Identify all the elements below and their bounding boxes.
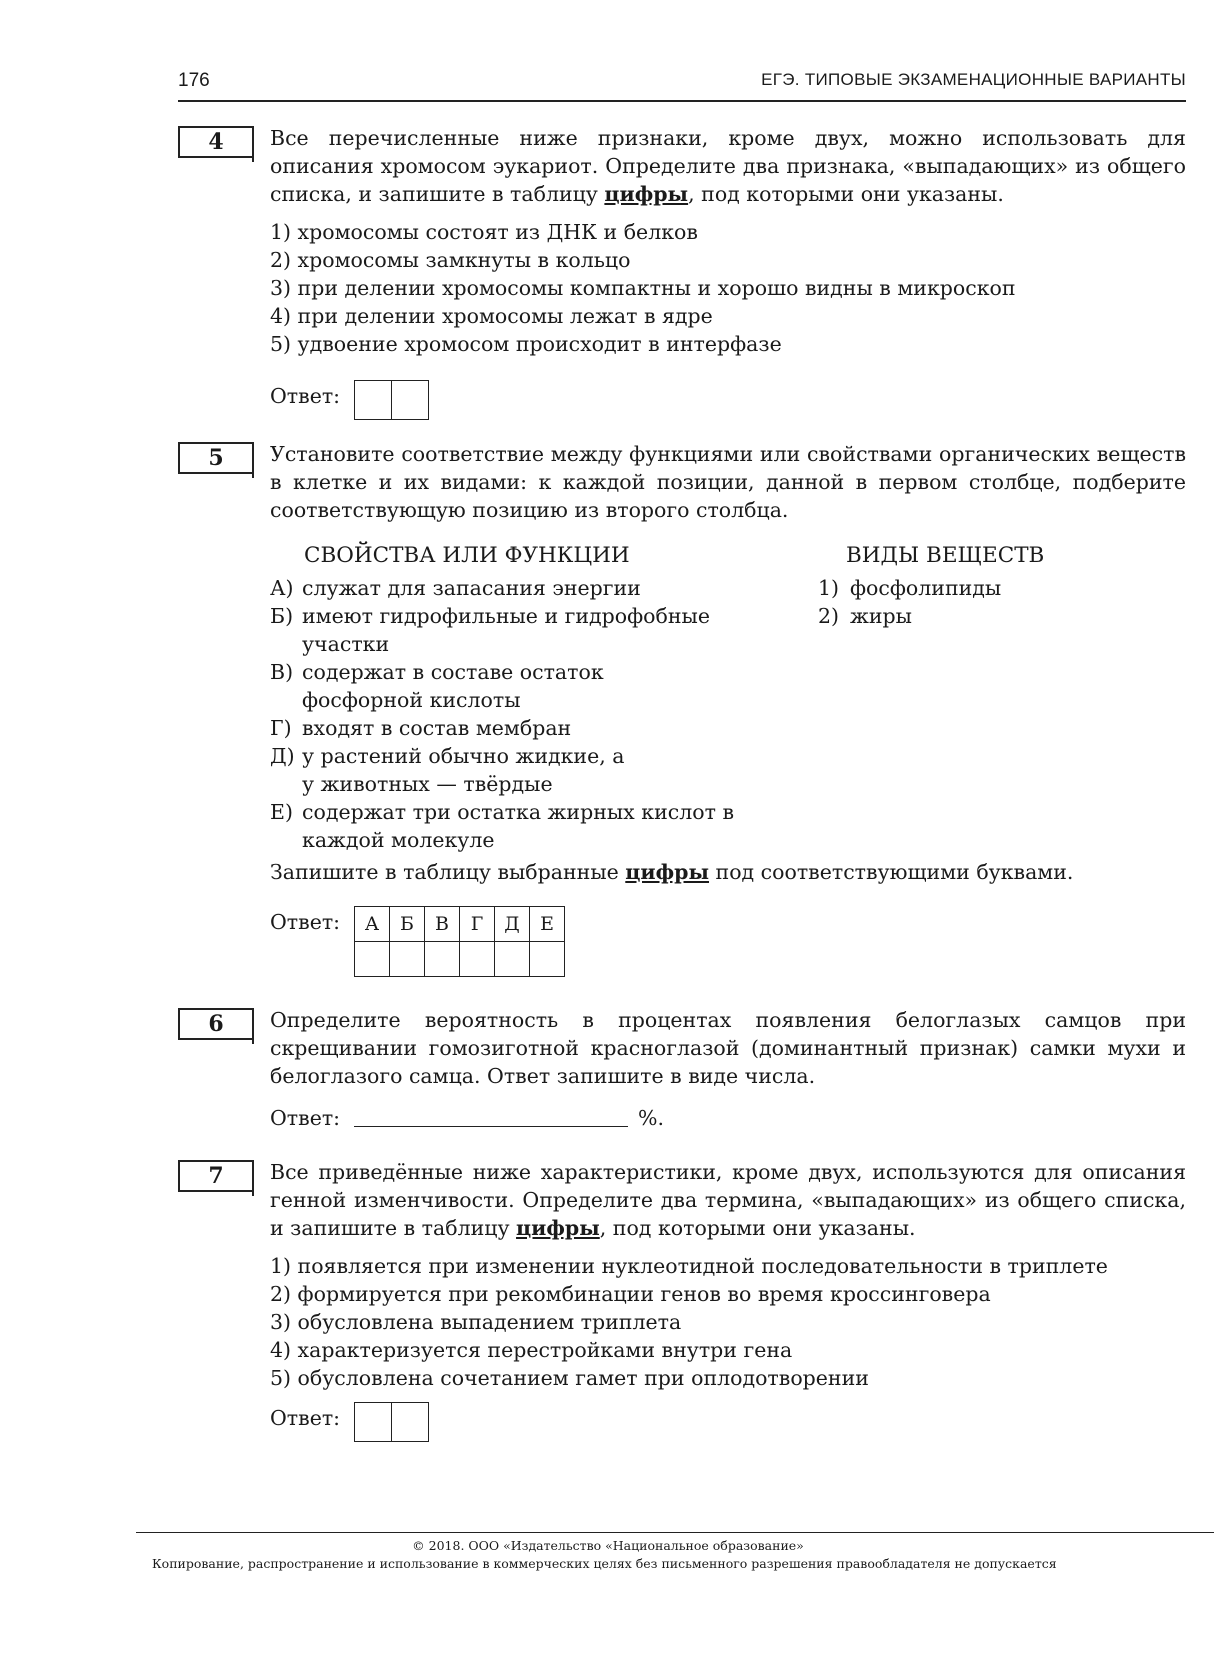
task-text: Определите вероятность в процентах появления белоглазых самцов при скрещивании гомозиготной красноглазой (доминантный признак) самки мухи и белоглазого самца. Ответ запишите в виде числа. xyxy=(270,1008,1186,1088)
properties-column xyxy=(270,542,750,854)
answer-boxes[interactable] xyxy=(354,380,429,420)
task-number-badge: 4 xyxy=(178,126,254,158)
answer-row xyxy=(270,1102,1186,1142)
task-number-badge: 5 xyxy=(178,442,254,474)
answer-cell[interactable] xyxy=(460,942,495,977)
answer-cell[interactable] xyxy=(390,942,425,977)
percent-unit: %. xyxy=(638,1106,664,1130)
task-text: Установите соответствие между функциями или свойствами органических веществ в клетке и их видами: к каждой позиции, данной в первом столбце, подберите соответствующую позицию из второго столбца. xyxy=(270,442,1186,522)
page-header xyxy=(178,70,1186,102)
page-number: 176 xyxy=(178,70,210,91)
list-item: 2) хромосомы замкнуты в кольцо xyxy=(270,248,631,272)
table-header-cell: А xyxy=(355,907,390,942)
list-item: 2) жиры xyxy=(818,604,912,628)
answer-row xyxy=(270,906,1186,976)
list-item: 4) характеризуется перестройками внутри гена xyxy=(270,1338,793,1362)
answer-line[interactable] xyxy=(354,1126,628,1127)
list-item: Б) имеют гидрофильные и гидрофобные участки xyxy=(270,604,710,656)
answer-boxes[interactable] xyxy=(354,1402,429,1442)
answer-cell[interactable] xyxy=(495,942,530,977)
table-header-cell: В xyxy=(425,907,460,942)
column-header: СВОЙСТВА ИЛИ ФУНКЦИИ xyxy=(304,543,630,568)
answer-label: Ответ: xyxy=(270,910,341,934)
substances-column xyxy=(818,542,1178,630)
table-header-cell: Д xyxy=(495,907,530,942)
list-item: 4) при делении хромосомы лежат в ядре xyxy=(270,304,713,328)
task-number-badge: 6 xyxy=(178,1008,254,1040)
table-instruction: Запишите в таблицу выбранные цифры под соответствующими буквами. xyxy=(270,860,1074,884)
list-item: А) служат для запасания энергии xyxy=(270,576,641,600)
footer-divider xyxy=(136,1532,1214,1533)
copyright: © 2018. ООО «Издательство «Национальное образование» xyxy=(412,1538,804,1553)
list-item: 3) при делении хромосомы компактны и хорошо видны в микроскоп xyxy=(270,276,1016,300)
answer-label: Ответ: xyxy=(270,384,341,408)
list-item: 1) фосфолипиды xyxy=(818,576,1002,600)
column-header: ВИДЫ ВЕЩЕСТВ xyxy=(846,543,1045,568)
copy-notice: Копирование, распространение и использование в коммерческих целях без письменного разрешения правообладателя не допускается xyxy=(152,1556,1057,1571)
matching-columns xyxy=(270,542,1186,852)
answer-cell[interactable] xyxy=(425,942,460,977)
list-item: Д) у растений обычно жидкие, а у животных — твёрдые xyxy=(270,744,625,796)
option-list xyxy=(270,1252,1186,1392)
task-text: Все приведённые ниже характеристики, кроме двух, используются для описания генной изменчивости. Определите два термина, «выпадающих» из общего списка, и запишите в таблицу цифры, под которыми они указаны. xyxy=(270,1160,1186,1240)
list-item: 1) хромосомы состоят из ДНК и белков xyxy=(270,220,698,244)
list-item: В) содержат в составе остаток фосфорной кислоты xyxy=(270,660,604,712)
task-number-badge: 7 xyxy=(178,1160,254,1192)
answer-label: Ответ: xyxy=(270,1406,341,1430)
table-header-cell: Е xyxy=(530,907,565,942)
list-item: Г) входят в состав мембран xyxy=(270,716,572,740)
running-title: ЕГЭ. ТИПОВЫЕ ЭКЗАМЕНАЦИОННЫЕ ВАРИАНТЫ xyxy=(761,70,1186,89)
answer-cell[interactable] xyxy=(530,942,565,977)
list-item: 1) появляется при изменении нуклеотидной последовательности в триплете xyxy=(270,1254,1108,1278)
list-item: 5) удвоение хромосом происходит в интерфазе xyxy=(270,332,782,356)
table-header-cell: Г xyxy=(460,907,495,942)
option-list xyxy=(270,218,1186,358)
table-header-cell: Б xyxy=(390,907,425,942)
answer-label: Ответ: xyxy=(270,1106,341,1130)
list-item: 5) обусловлена сочетанием гамет при оплодотворении xyxy=(270,1366,869,1390)
list-item: 2) формируется при рекомбинации генов во время кроссинговера xyxy=(270,1282,991,1306)
answer-cell[interactable] xyxy=(355,942,390,977)
list-item: Е) содержат три остатка жирных кислот в каждой молекуле xyxy=(270,800,734,852)
list-item: 3) обусловлена выпадением триплета xyxy=(270,1310,682,1334)
answer-table xyxy=(354,906,565,977)
answer-row xyxy=(270,1402,1186,1442)
answer-row xyxy=(270,380,1186,420)
task-text: Все перечисленные ниже признаки, кроме двух, можно использовать для описания хромосом эукариот. Определите два признака, «выпадающих» из общего списка, и запишите в таблицу цифры, под которыми они указаны. xyxy=(270,126,1186,206)
